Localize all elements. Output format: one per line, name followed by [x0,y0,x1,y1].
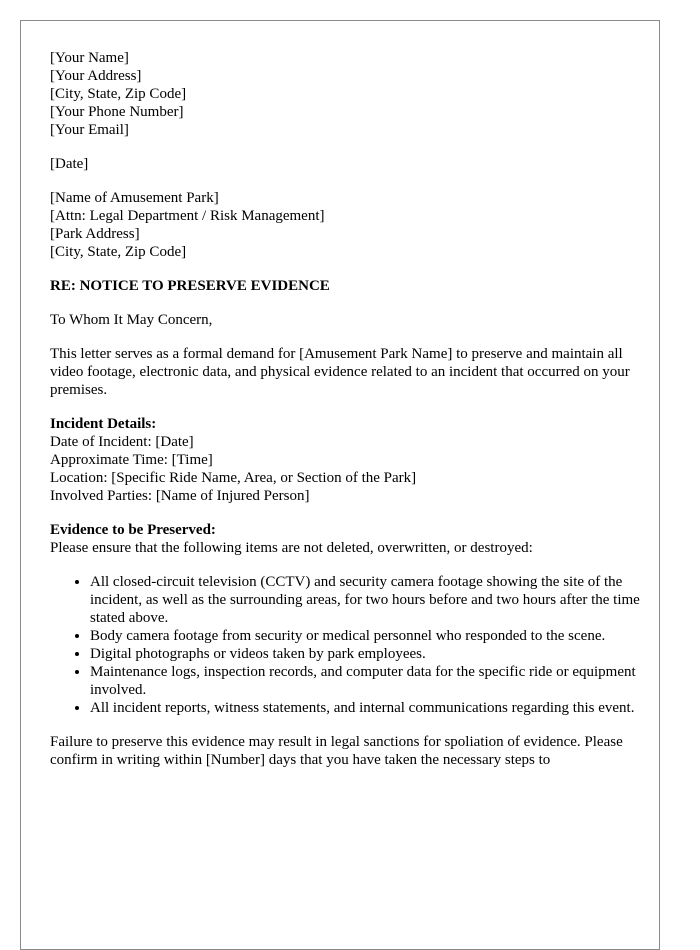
incident-details [50,415,640,505]
sender-block [50,49,640,139]
evidence-item-incident-reports: • All incident reports, witness statements, and internal communications regarding this event. [90,699,640,717]
evidence-list [50,573,640,717]
evidence-intro: Please ensure that the following items are not deleted, overwritten, or destroyed: [50,540,533,556]
sender-name: [Your Name] [50,50,129,66]
evidence-heading: Evidence to be Preserved: [50,522,216,538]
incident-heading: Incident Details: [50,416,157,432]
incident-date: Date of Incident: [Date] [50,434,194,450]
incident-parties: Involved Parties: [Name of Injured Person] [50,488,310,504]
letter-date: [Date] [50,156,89,172]
sender-city-state-zip: [City, State, Zip Code] [50,86,187,102]
recipient-name: [Name of Amusement Park] [50,190,219,206]
evidence-item-maintenance-logs: • Maintenance logs, inspection records, and computer data for the specific ride or equipment involved. [90,663,640,699]
closing-paragraph: Failure to preserve this evidence may result in legal sanctions for spoliation of evidence. Please confirm in writing within [Number] days that you have taken the necessary steps to [50,734,623,768]
sender-email: [Your Email] [50,122,129,138]
subject-line: RE: NOTICE TO PRESERVE EVIDENCE [50,278,330,294]
recipient-city-state-zip: [City, State, Zip Code] [50,244,187,260]
sender-phone: [Your Phone Number] [50,104,184,120]
evidence-item-cctv: • All closed-circuit television (CCTV) and security camera footage showing the site of the incident, as well as the surrounding areas, for two hours before and two hours after the time stated above. [90,573,640,627]
recipient-block [50,189,640,261]
incident-location: Location: [Specific Ride Name, Area, or Section of the Park] [50,470,417,486]
sender-address: [Your Address] [50,68,142,84]
recipient-address: [Park Address] [50,226,140,242]
salutation: To Whom It May Concern, [50,312,213,328]
incident-time: Approximate Time: [Time] [50,452,213,468]
evidence-item-photographs: • Digital photographs or videos taken by park employees. [90,645,640,663]
recipient-attn: [Attn: Legal Department / Risk Management] [50,208,325,224]
letter-page [20,20,660,950]
evidence-item-body-camera: • Body camera footage from security or medical personnel who responded to the scene. [90,627,640,645]
letter-content [50,49,640,769]
intro-paragraph: This letter serves as a formal demand for [Amusement Park Name] to preserve and maintain all video footage, electronic data, and physical evidence related to an incident that occurred on your premises. [50,346,630,398]
evidence-section [50,521,640,717]
